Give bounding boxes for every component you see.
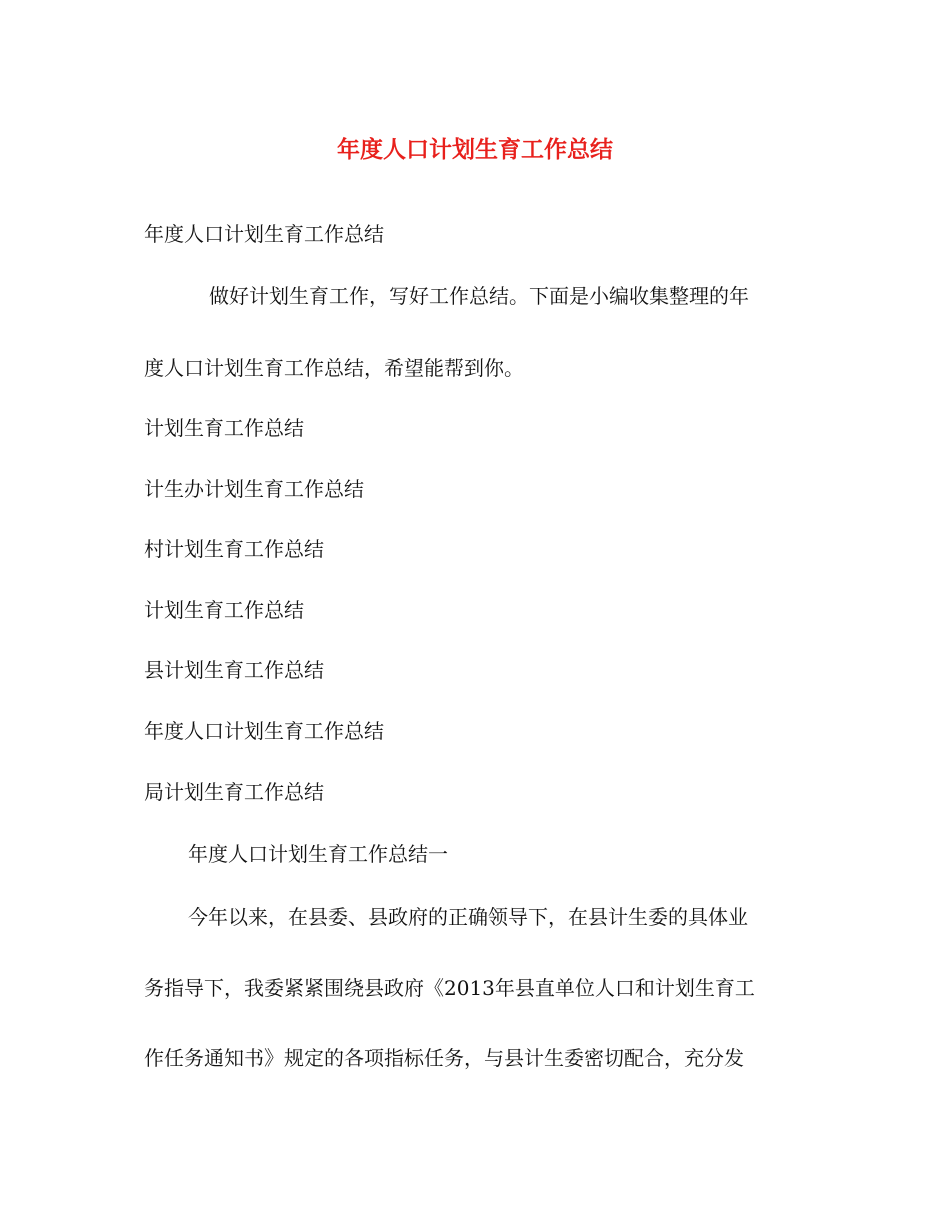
related-link-2[interactable]: 计生办计划生育工作总结 xyxy=(144,477,364,501)
intro-line-1: 做好计划生育工作，写好工作总结。下面是小编收集整理的年 xyxy=(209,284,749,308)
related-link-1[interactable]: 计划生育工作总结 xyxy=(144,416,304,440)
document-title: 年度人口计划生育工作总结 xyxy=(337,136,613,163)
related-link-5[interactable]: 县计划生育工作总结 xyxy=(144,658,324,682)
body-line-3: 作任务通知书》规定的各项指标任务，与县计生委密切配合，充分发 xyxy=(144,1046,744,1070)
document-subtitle: 年度人口计划生育工作总结 xyxy=(144,222,384,246)
related-link-6[interactable]: 年度人口计划生育工作总结 xyxy=(144,719,384,743)
body-line-1: 今年以来，在县委、县政府的正确领导下，在县计生委的具体业 xyxy=(188,905,748,929)
intro-line-2: 度人口计划生育工作总结，希望能帮到你。 xyxy=(144,356,524,380)
related-link-3[interactable]: 村计划生育工作总结 xyxy=(144,537,324,561)
related-link-7[interactable]: 局计划生育工作总结 xyxy=(144,780,324,804)
body-line-2: 务指导下，我委紧紧围绕县政府《2013年县直单位人口和计划生育工 xyxy=(144,976,755,1000)
related-link-4[interactable]: 计划生育工作总结 xyxy=(144,598,304,622)
section-heading: 年度人口计划生育工作总结一 xyxy=(188,842,448,866)
